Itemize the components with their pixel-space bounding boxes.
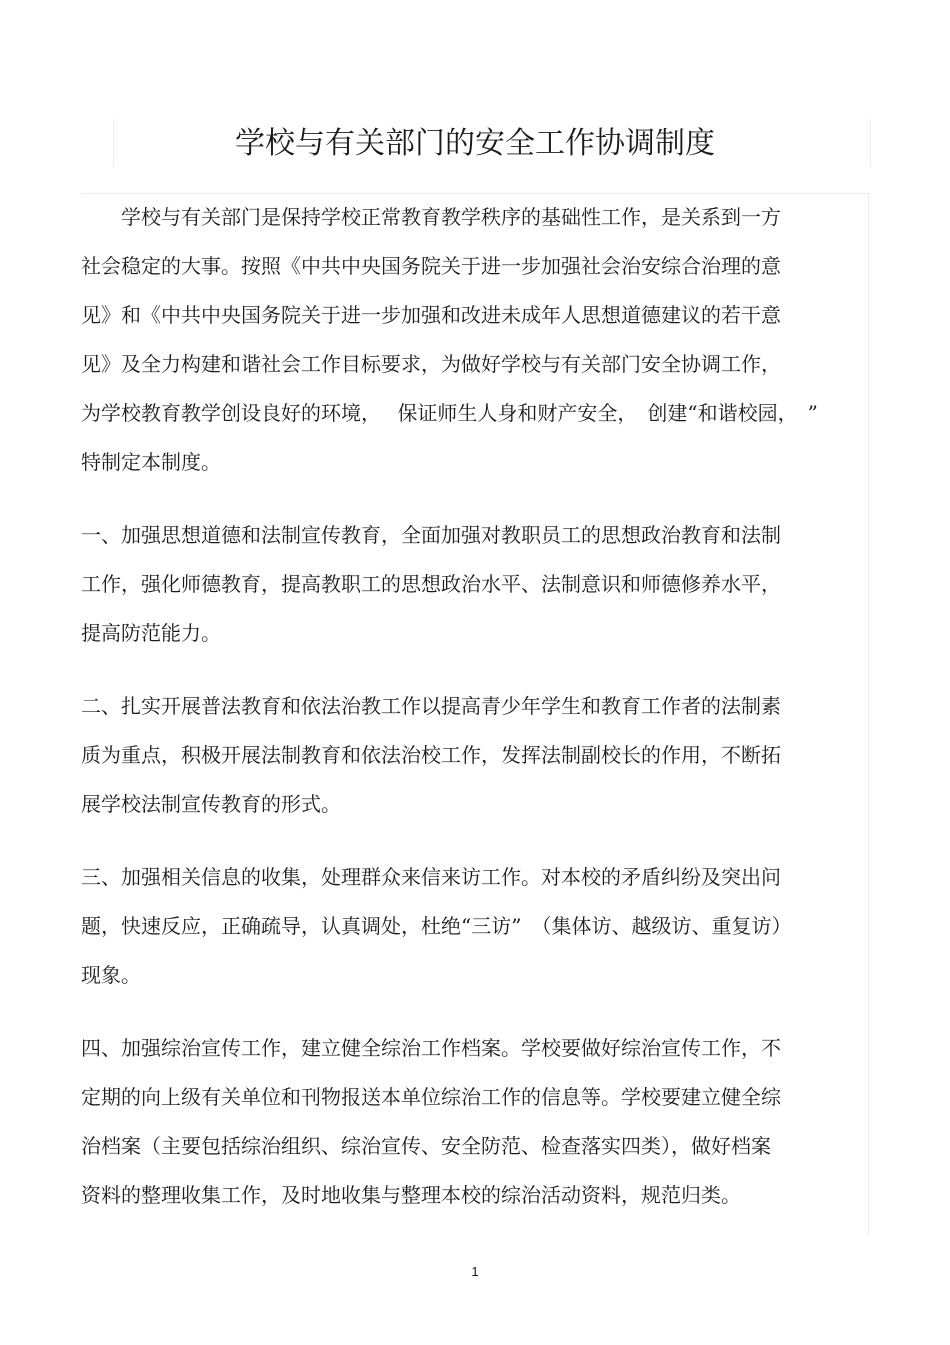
paragraph-line: 社会稳定的大事。按照《中共中央国务院关于进一步加强社会治安综合治理的意 — [81, 254, 781, 278]
intro-paragraph — [81, 201, 859, 495]
page-number: 1 — [471, 1264, 479, 1279]
paragraph-line: 质为重点，积极开展法制教育和依法治校工作，发挥法制副校长的作用，不断拓 — [81, 743, 781, 767]
paragraph-line: 学校与有关部门是保持学校正常教育教学秩序的基础性工作，是关系到一方 — [121, 205, 781, 229]
paragraph-line: 治档案（主要包括综治组织、综治宣传、安全防范、检查落实四类），做好档案 — [81, 1134, 771, 1158]
document-body — [81, 201, 859, 1228]
paragraph-line: 资料的整理收集工作，及时地收集与整理本校的综治活动资料，规范归类。 — [81, 1183, 741, 1207]
title-divider — [81, 193, 870, 194]
paragraph-line: 四、加强综治宣传工作，建立健全综治工作档案。学校要做好综治宣传工作，不 — [81, 1036, 781, 1060]
paragraph-line: 工作，强化师德教育，提高教职工的思想政治水平、法制意识和师德修养水平， — [81, 572, 781, 596]
paragraph-line: 三、加强相关信息的收集，处理群众来信来访工作。对本校的矛盾纠纷及突出问 — [81, 865, 781, 889]
paragraph-line: 定期的向上级有关单位和刊物报送本单位综治工作的信息等。学校要建立健全综 — [81, 1085, 781, 1109]
paragraph-line: 提高防范能力。 — [81, 621, 221, 645]
paragraph-line: 见》及全力构建和谐社会工作目标要求，为做好学校与有关部门安全协调工作， — [81, 352, 781, 376]
section-four-paragraph — [81, 1032, 859, 1228]
section-one-paragraph — [81, 519, 859, 666]
paragraph-line: 见》和《中共中央国务院关于进一步加强和改进未成年人思想道德建议的若干意 — [81, 303, 781, 327]
right-margin-rule — [868, 193, 869, 1236]
paragraph-line: 展学校法制宣传教育的形式。 — [81, 792, 341, 816]
paragraph-line: 现象。 — [81, 963, 141, 987]
section-two-paragraph — [81, 690, 859, 837]
paragraph-line: 一、加强思想道德和法制宣传教育，全面加强对教职员工的思想政治教育和法制 — [81, 523, 781, 547]
paragraph-line: 二、扎实开展普法教育和依法治教工作以提高青少年学生和教育工作者的法制素 — [81, 694, 781, 718]
paragraph-line: 题，快速反应，正确疏导，认真调处，杜绝“三访” （集体访、越级访、重复访） — [81, 914, 792, 938]
paragraph-line: 特制定本制度。 — [81, 450, 221, 474]
section-three-paragraph — [81, 861, 859, 1008]
paragraph-line: 为学校教育教学创设良好的环境， 保证师生人身和财产安全， 创建“和谐校园， ” — [81, 401, 818, 425]
document-title: 学校与有关部门的安全工作协调制度 — [235, 126, 715, 161]
